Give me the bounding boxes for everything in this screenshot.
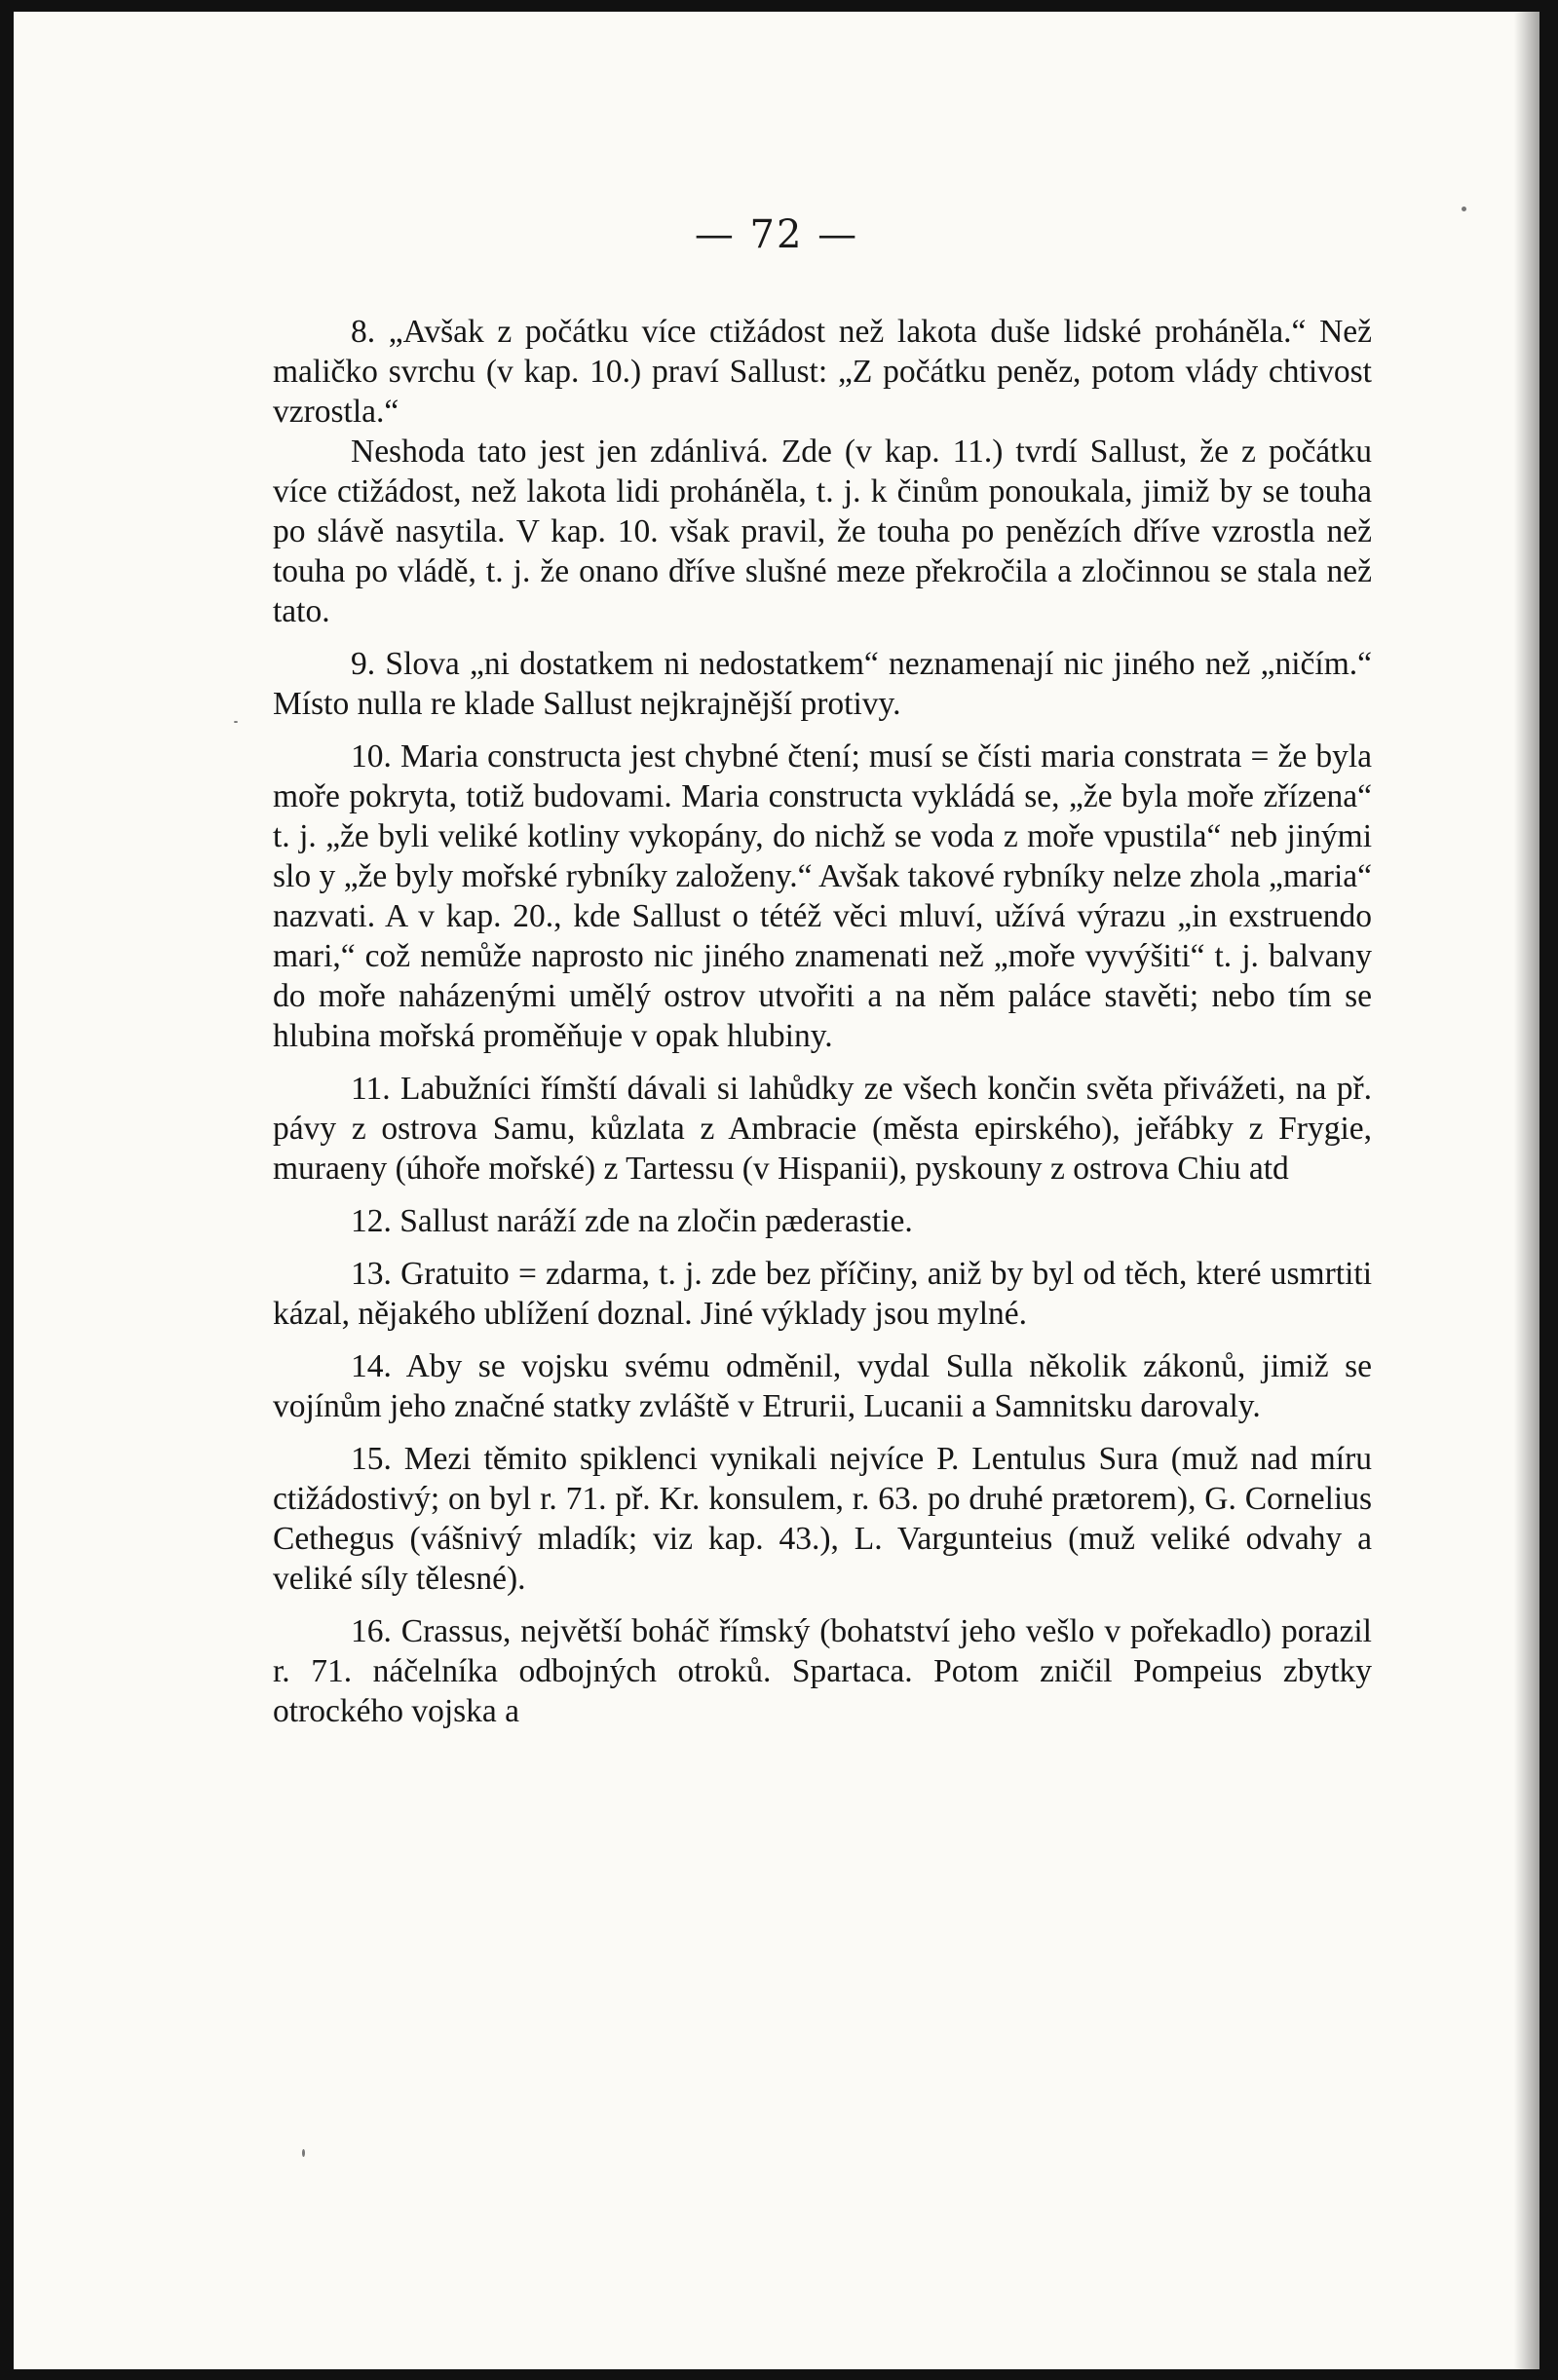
note-text: Maria constructa jest chybné čtení; musí se čísti maria constrata = že byla moře pokryta, totiž budovami. Maria constructa vykládá se, „že byla moře zřízena“ t. j. „že byli veliké kotliny vykopány, do nichž se voda z moře vpustila“ neb jinými slo y „že byly mořské rybníky založeny.“ Avšak takové rybníky nelze zhola „maria“ nazvati. A v kap. 20., kde Sallust o tétéž věci mluví, užívá výrazu „in exstruendo mari,“ což nemůže naprosto nic jiného znamenati než „moře vyvýšiti“ t. j. balvany do moře naházenými umělý ostrov utvořiti a na něm paláce stavěti; nebo tím se hlubina mořská proměňuje v opak hlubiny. <box>273 738 1373 1054</box>
notes-body <box>273 312 1372 1744</box>
note-text: Crassus, největší boháč římský (bohatství jeho vešlo v pořekadlo) porazil r. 71. náčelníka odbojných otroků. Spartaca. Potom zničil Pompeius zbytky otrockého vojska a <box>273 1613 1372 1729</box>
note-8 <box>273 312 1372 432</box>
note-number: 10. <box>351 738 392 774</box>
note-number: 16. <box>351 1613 392 1649</box>
note-14 <box>273 1346 1372 1426</box>
note-number: 9. <box>351 646 376 682</box>
note-11 <box>273 1069 1372 1189</box>
note-12 <box>273 1201 1372 1241</box>
paper-speck <box>1462 207 1466 211</box>
note-text: Gratuito = zdarma, t. j. zde bez příčiny, aniž by byl od těch, které usmrtiti kázal, nějakého ublížení doznal. Jiné výklady jsou mylné. <box>273 1256 1373 1332</box>
note-text: Labužníci římští dávali si lahůdky ze všech končin světa přivážeti, na př. pávy z ostrova Samu, kůzlata z Ambracie (města epirského), jeřábky z Frygie, muraeny (úhoře mořské) z Tartessu (v Hispanii), pyskouny z ostrova Chiu atd <box>273 1071 1373 1187</box>
scanned-page <box>14 12 1539 2369</box>
note-16 <box>273 1611 1372 1731</box>
note-number: 11. <box>351 1071 391 1107</box>
note-10 <box>273 737 1372 1056</box>
note-text: Aby se vojsku svému odměnil, vydal Sulla několik zákonů, jimiž se vojínům jeho značné statky zvláště v Etrurii, Lucanii a Samnitsku darovaly. <box>273 1348 1373 1424</box>
note-text: Sallust naráží zde na zločin pæderastie. <box>399 1203 913 1239</box>
note-13 <box>273 1254 1372 1334</box>
note-text: Mezi těmito spiklenci vynikali nejvíce P. Lentulus Sura (muž nad míru ctižádostivý; on byl r. 71. př. Kr. konsulem, r. 63. po druhé prætorem), G. Cornelius Cethegus (vášnivý mladík; viz kap. 43.), L. Vargunteius (muž veliké odvahy a veliké síly tělesné). <box>273 1441 1373 1597</box>
note-text: „Avšak z počátku více ctižádost než lakota duše lidské proháněla.“ Než maličko svrchu (v kap. 10.) praví Sallust: „Z počátku peněz, potom vlády chtivost vzrostla.“ <box>273 314 1372 430</box>
note-number: 15. <box>351 1441 392 1477</box>
note-number: 8. <box>351 314 376 350</box>
note-9 <box>273 644 1372 724</box>
paper-speck <box>302 2149 305 2157</box>
note-8-continuation <box>273 432 1372 631</box>
note-text: Slova „ni dostatkem ni nedostatkem“ neznamenají nic jiného než „ničím.“ Místo nulla re klade Sallust nejkrajnější protivy. <box>273 646 1372 722</box>
note-number: 14. <box>351 1348 392 1384</box>
note-number: 12. <box>351 1203 392 1239</box>
note-number: 13. <box>351 1256 392 1292</box>
note-text: Neshoda tato jest jen zdánlivá. Zde (v kap. 11.) tvrdí Sallust, že z počátku více ctižádost, než lakota lidi proháněla, t. j. k činům ponoukala, jimiž by se touha po slávě nasytila. V kap. 10. však pravil, že touha po penězích dříve vzrostla než touha po vládě, t. j. že onano dříve slušné meze překročila a zločinnou se stala než tato. <box>273 434 1372 629</box>
paper-speck <box>234 721 238 723</box>
page-number: — 72 — <box>694 212 859 257</box>
note-15 <box>273 1439 1372 1599</box>
